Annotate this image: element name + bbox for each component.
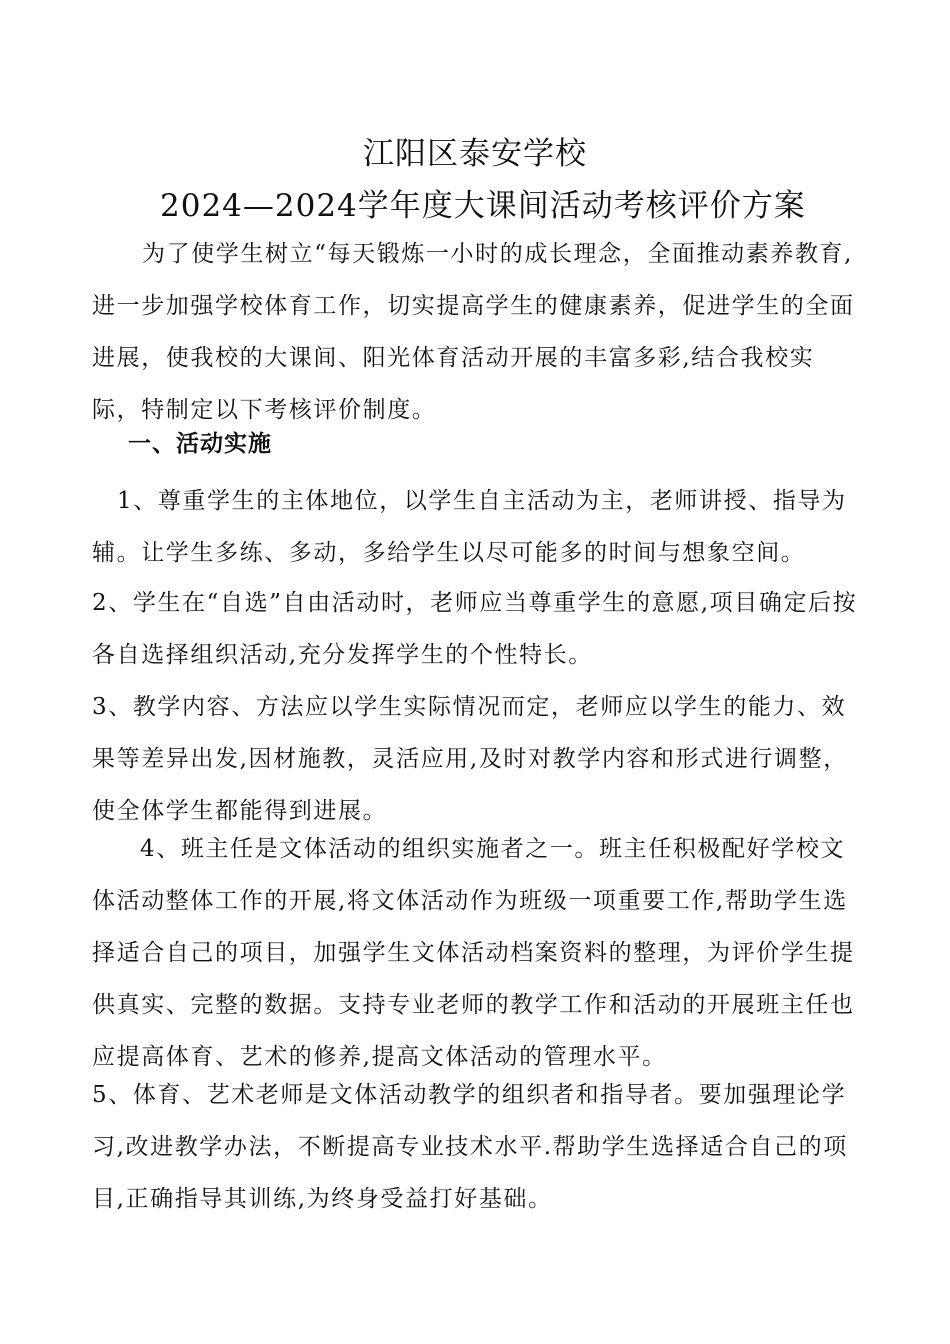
list-item-1: 1、尊重学生的主体地位，以学生自主活动为主，老师讲授、指导为辅。让学生多练、多动，多给学生以尽可能多的时间与想象空间。 (92, 488, 847, 566)
list-item-4: 4、班主任是文体活动的组织实施者之一。班主任积极配好学校文体活动整体工作的开展,将文体活动作为班级一项重要工作,帮助学生选择适合自己的项目，加强学生文体活动档案资料的整理，为评价学生提供真实、完整的数据。支持专业老师的教学工作和活动的开展班主任也应提高体育、艺术的修养,提高文体活动的管理水平。 (92, 836, 855, 1070)
section-heading: 一、活动实施 (128, 431, 272, 457)
document-title: 江阳区泰安学校 (363, 136, 587, 172)
list-item-5: 5、体育、艺术老师是文体活动教学的组织者和指导者。要加强理论学习,改进教学办法，不断提高专业技术水平.帮助学生选择适合自己的项目,正确指导其训练,为终身受益打好基础。 (92, 1082, 848, 1212)
document-subtitle: 2024—2024学年度大课间活动考核评价方案 (160, 188, 806, 224)
intro-paragraph: 为了使学生树立“每天锻炼一小时的成长理念，全面推动素养教育,进一步加强学校体育工作，切实提高学生的健康素养，促进学生的全面进展，使我校的大课间、阳光体育活动开展的丰富多彩,结合我校实际，特制定以下考核评价制度。 (92, 241, 855, 423)
list-item-3: 3、教学内容、方法应以学生实际情况而定，老师应以学生的能力、效果等差异出发,因材施教，灵活应用,及时对教学内容和形式进行调整，使全体学生都能得到进展。 (92, 694, 848, 824)
list-item-2: 2、学生在“自选”自由活动时，老师应当尊重学生的意愿,项目确定后按各自选择组织活动,充分发挥学生的个性特长。 (92, 590, 858, 668)
